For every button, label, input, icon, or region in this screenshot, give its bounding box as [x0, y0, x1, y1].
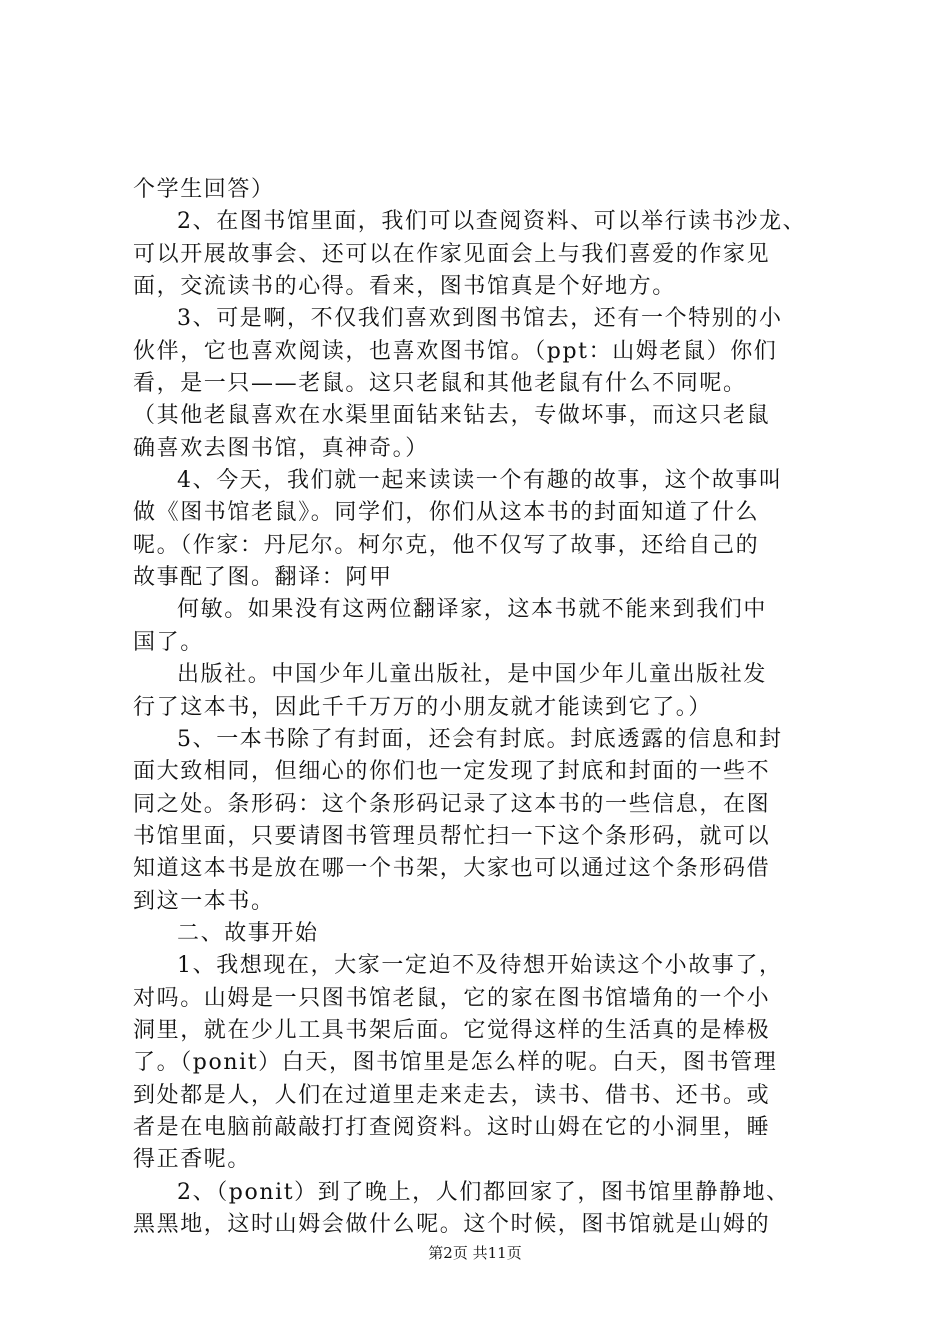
text-line: 行了这本书，因此千千万万的小朋友就才能读到它了。）: [133, 694, 713, 720]
text-line: 到这一本书。: [133, 888, 275, 914]
text-line: 知道这本书是放在哪一个书架，大家也可以通过这个条形码借: [133, 856, 771, 882]
text-line: 者是在电脑前敲敲打打查阅资料。这时山姆在它的小洞里，睡: [133, 1114, 771, 1140]
text-line: 伙伴，它也喜欢阅读，也喜欢图书馆。（ppt：山姆老鼠）你们: [133, 338, 778, 364]
text-line: 面，交流读书的心得。看来，图书馆真是个好地方。: [133, 274, 676, 300]
text-line: 出版社。中国少年儿童出版社，是中国少年儿童出版社发: [177, 662, 768, 688]
text-line: 黑黑地，这时山姆会做什么呢。这个时候，图书馆就是山姆的: [133, 1212, 771, 1237]
text-line: （其他老鼠喜欢在水渠里面钻来钻去，专做坏事，而这只老鼠: [133, 403, 771, 429]
text-line: 了。（ponit）白天，图书馆里是怎么样的呢。白天，图书管理: [133, 1050, 778, 1076]
text-line: 同之处。条形码：这个条形码记录了这本书的一些信息，在图: [133, 791, 771, 817]
text-line: 3、可是啊，不仅我们喜欢到图书馆去，还有一个特别的小: [177, 306, 783, 332]
text-line: 2、在图书馆里面，我们可以查阅资料、可以举行读书沙龙、: [177, 209, 807, 235]
text-line: 到处都是人，人们在过道里走来走去，读书、借书、还书。或: [133, 1082, 771, 1108]
text-line: 确喜欢去图书馆，真神奇。）: [133, 435, 429, 461]
text-line: 做《图书馆老鼠》。同学们，你们从这本书的封面知道了什么: [133, 500, 760, 526]
text-line: 个学生回答）: [133, 177, 275, 202]
text-line: 书馆里面，只要请图书管理员帮忙扫一下这个条形码，就可以: [133, 823, 771, 849]
text-line: 故事配了图。翻译：阿甲: [133, 565, 393, 591]
document-body: [133, 174, 833, 1241]
page-number: 第2页 共11页: [428, 1244, 522, 1262]
text-line: 国了。: [133, 629, 204, 655]
text-line: 面大致相同，但细心的你们也一定发现了封底和封面的一些不: [133, 759, 771, 785]
text-line: 4、今天，我们就一起来读读一个有趣的故事，这个故事叫: [177, 468, 783, 494]
text-line: 对吗。山姆是一只图书馆老鼠，它的家在图书馆墙角的一个小: [133, 985, 771, 1011]
text-line: 何敏。如果没有这两位翻译家，这本书就不能来到我们中: [177, 597, 768, 623]
text-line: 得正香呢。: [133, 1147, 252, 1173]
text-line: 可以开展故事会、还可以在作家见面会上与我们喜爱的作家见: [133, 241, 771, 267]
text-line: 二、故事开始: [177, 920, 319, 946]
text-line: 1、我想现在，大家一定迫不及待想开始读这个小故事了，: [177, 953, 783, 979]
text-line: 洞里，就在少儿工具书架后面。它觉得这样的生活真的是棒极: [133, 1017, 771, 1043]
text-line: 2、（ponit）到了晚上，人们都回家了，图书馆里静静地、: [177, 1179, 790, 1205]
text-line: 5、一本书除了有封面，还会有封底。封底透露的信息和封: [177, 726, 783, 752]
text-line: 呢。（作家：丹尼尔。柯尔克，他不仅写了故事，还给自己的: [133, 532, 760, 558]
text-line: 看，是一只——老鼠。这只老鼠和其他老鼠有什么不同呢。: [133, 371, 747, 397]
